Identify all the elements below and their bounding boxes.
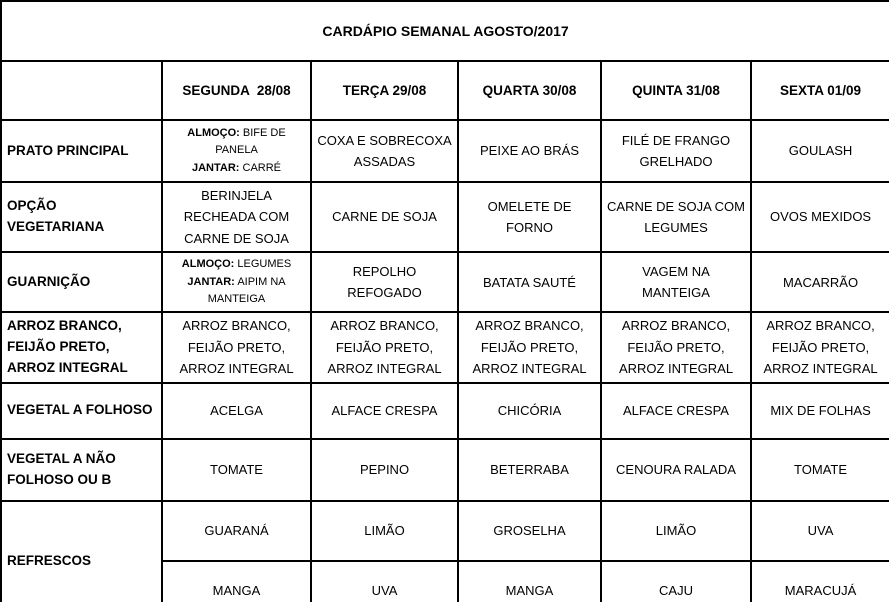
meal-value-lunch: LEGUMES	[237, 257, 292, 270]
menu-cell-prato-quarta: PEIXE AO BRÁS	[458, 120, 601, 182]
meal-value-dinner: CARRÉ	[242, 161, 282, 174]
meal-value-dinner: AIPIM NA MANTEIGA	[207, 275, 286, 306]
menu-cell-refresco1-segunda: GUARANÁ	[162, 501, 311, 561]
menu-cell-naofolhoso-segunda: TOMATE	[162, 439, 311, 501]
meal-label-lunch: ALMOÇO:	[187, 126, 240, 139]
meal-line-dinner	[166, 160, 307, 178]
meal-line-lunch	[166, 256, 307, 274]
menu-cell-guarnicao-quarta: BATATA SAUTÉ	[458, 252, 601, 312]
row-opcao-vegetariana	[1, 182, 889, 252]
row-label-vegetal-folhoso: VEGETAL A FOLHOSO	[1, 383, 162, 439]
menu-cell-refresco2-quarta: MANGA	[458, 561, 601, 602]
menu-cell-refresco2-segunda: MANGA	[162, 561, 311, 602]
menu-cell-refresco2-quinta: CAJU	[601, 561, 751, 602]
menu-cell-veg-segunda: BERINJELA RECHEADA COM CARNE DE SOJA	[162, 182, 311, 252]
header-row	[1, 61, 889, 120]
menu-cell-veg-quinta: CARNE DE SOJA COM LEGUMES	[601, 182, 751, 252]
menu-cell-refresco1-quarta: GROSELHA	[458, 501, 601, 561]
menu-cell-naofolhoso-quarta: BETERRABA	[458, 439, 601, 501]
menu-cell-naofolhoso-quinta: CENOURA RALADA	[601, 439, 751, 501]
meal-label-dinner: JANTAR:	[187, 275, 235, 288]
menu-cell-veg-sexta: OVOS MEXIDOS	[751, 182, 889, 252]
menu-cell-folhoso-quarta: CHICÓRIA	[458, 383, 601, 439]
row-label-arroz-feijao: ARROZ BRANCO, FEIJÃO PRETO, ARROZ INTEGRAL	[1, 312, 162, 382]
menu-cell-arroz-sexta: ARROZ BRANCO, FEIJÃO PRETO, ARROZ INTEGRAL	[751, 312, 889, 382]
page-title: CARDÁPIO SEMANAL AGOSTO/2017	[1, 1, 889, 61]
meal-line-dinner	[166, 274, 307, 309]
menu-cell-guarnicao-sexta: MACARRÃO	[751, 252, 889, 312]
menu-cell-folhoso-sexta: MIX DE FOLHAS	[751, 383, 889, 439]
menu-cell-prato-terca: COXA E SOBRECOXA ASSADAS	[311, 120, 458, 182]
meal-value-lunch: BIFE DE PANELA	[215, 126, 286, 157]
menu-cell-refresco2-terca: UVA	[311, 561, 458, 602]
row-arroz-feijao	[1, 312, 889, 382]
title-row	[1, 1, 889, 61]
row-vegetal-nao-folhoso	[1, 439, 889, 501]
menu-cell-guarnicao-quinta: VAGEM NA MANTEIGA	[601, 252, 751, 312]
day-header-quinta: QUINTA 31/08	[601, 61, 751, 120]
menu-cell-naofolhoso-sexta: TOMATE	[751, 439, 889, 501]
menu-cell-prato-sexta: GOULASH	[751, 120, 889, 182]
menu-cell-folhoso-quinta: ALFACE CRESPA	[601, 383, 751, 439]
day-header-segunda: SEGUNDA 28/08	[162, 61, 311, 120]
menu-cell-naofolhoso-terca: PEPINO	[311, 439, 458, 501]
menu-cell-refresco1-terca: LIMÃO	[311, 501, 458, 561]
menu-cell-guarnicao-terca: REPOLHO REFOGADO	[311, 252, 458, 312]
menu-cell-guarnicao-segunda	[162, 252, 311, 312]
row-label-guarnicao: GUARNIÇÃO	[1, 252, 162, 312]
menu-cell-folhoso-segunda: ACELGA	[162, 383, 311, 439]
row-label-opcao-vegetariana: OPÇÃO VEGETARIANA	[1, 182, 162, 252]
row-guarnicao	[1, 252, 889, 312]
menu-cell-refresco1-sexta: UVA	[751, 501, 889, 561]
menu-cell-prato-segunda	[162, 120, 311, 182]
row-refrescos-top	[1, 501, 889, 561]
menu-cell-arroz-quarta: ARROZ BRANCO, FEIJÃO PRETO, ARROZ INTEGRAL	[458, 312, 601, 382]
menu-cell-arroz-quinta: ARROZ BRANCO, FEIJÃO PRETO, ARROZ INTEGRAL	[601, 312, 751, 382]
menu-cell-arroz-terca: ARROZ BRANCO, FEIJÃO PRETO, ARROZ INTEGRAL	[311, 312, 458, 382]
row-vegetal-folhoso	[1, 383, 889, 439]
day-header-sexta: SEXTA 01/09	[751, 61, 889, 120]
corner-cell	[1, 61, 162, 120]
menu-cell-veg-terca: CARNE DE SOJA	[311, 182, 458, 252]
row-label-vegetal-nao-folhoso: VEGETAL A NÃO FOLHOSO OU B	[1, 439, 162, 501]
meal-line-lunch	[166, 125, 307, 160]
day-header-terca: TERÇA 29/08	[311, 61, 458, 120]
menu-cell-refresco1-quinta: LIMÃO	[601, 501, 751, 561]
row-label-refrescos: REFRESCOS	[1, 501, 162, 602]
menu-cell-prato-quinta: FILÉ DE FRANGO GRELHADO	[601, 120, 751, 182]
row-prato-principal	[1, 120, 889, 182]
menu-cell-arroz-segunda: ARROZ BRANCO, FEIJÃO PRETO, ARROZ INTEGRAL	[162, 312, 311, 382]
menu-cell-veg-quarta: OMELETE DE FORNO	[458, 182, 601, 252]
meal-label-dinner: JANTAR:	[191, 161, 240, 174]
row-label-prato-principal: PRATO PRINCIPAL	[1, 120, 162, 182]
meal-label-lunch: ALMOÇO:	[181, 257, 235, 270]
menu-cell-refresco2-sexta: MARACUJÁ	[751, 561, 889, 602]
menu-cell-folhoso-terca: ALFACE CRESPA	[311, 383, 458, 439]
day-header-quarta: QUARTA 30/08	[458, 61, 601, 120]
